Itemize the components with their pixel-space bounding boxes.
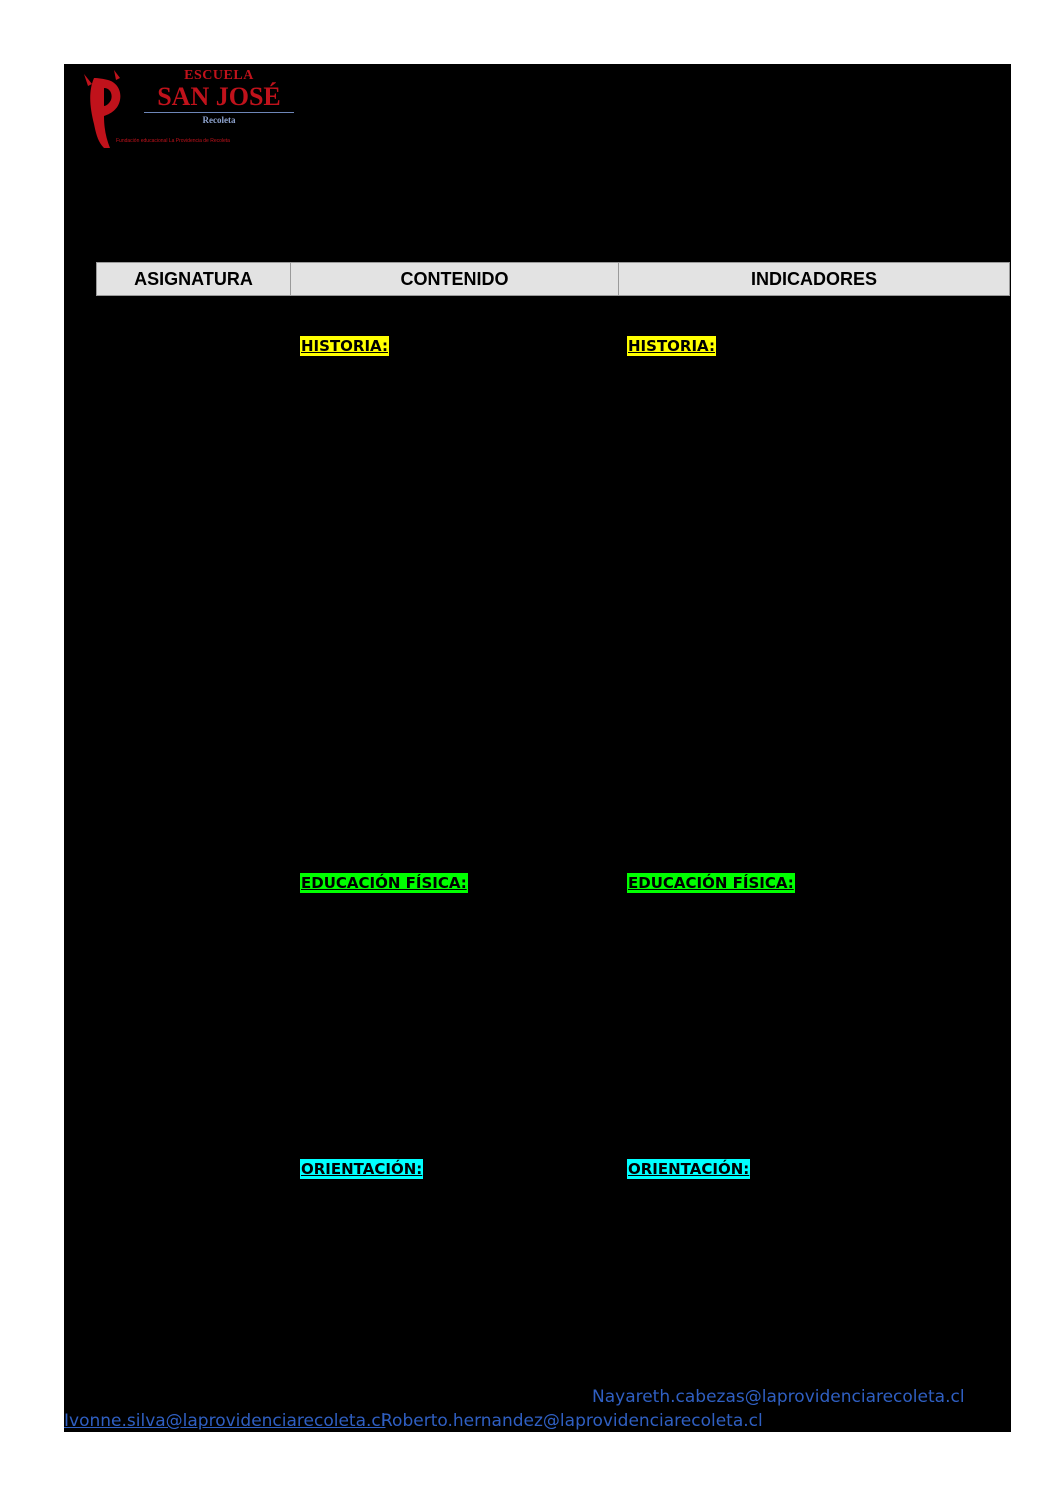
header-asignatura: ASIGNATURA: [96, 262, 291, 296]
logo-wordmark: [138, 68, 300, 126]
logo-tagline: Fundación educacional La Providencia de Recoleta: [116, 138, 230, 144]
school-logo: [80, 68, 305, 150]
indicadores-educacion-fisica-label: EDUCACIÓN FÍSICA:: [628, 874, 794, 892]
contenido-historia-label: HISTORIA:: [301, 337, 388, 355]
contenido-orientacion-label: ORIENTACIÓN:: [301, 1160, 423, 1178]
email-ivonne[interactable]: Ivonne.silva@laprovidenciarecoleta.cl: [64, 1411, 386, 1431]
header-indicadores: INDICADORES: [618, 262, 1010, 296]
email-roberto[interactable]: Roberto.hernandez@laprovidenciarecoleta.cl: [381, 1411, 763, 1431]
logo-city: Recoleta: [202, 115, 236, 125]
contenido-educacion-fisica-label: EDUCACIÓN FÍSICA:: [301, 874, 467, 892]
header-contenido: CONTENIDO: [290, 262, 619, 296]
email-nayareth[interactable]: Nayareth.cabezas@laprovidenciarecoleta.cl: [592, 1387, 965, 1407]
logo-escuela: ESCUELA: [184, 68, 254, 83]
indicadores-orientacion-label: ORIENTACIÓN:: [628, 1160, 750, 1178]
indicadores-historia-label: HISTORIA:: [628, 337, 715, 355]
logo-divider: [144, 112, 294, 113]
logo-school-name: SAN JOSÉ: [157, 82, 281, 111]
